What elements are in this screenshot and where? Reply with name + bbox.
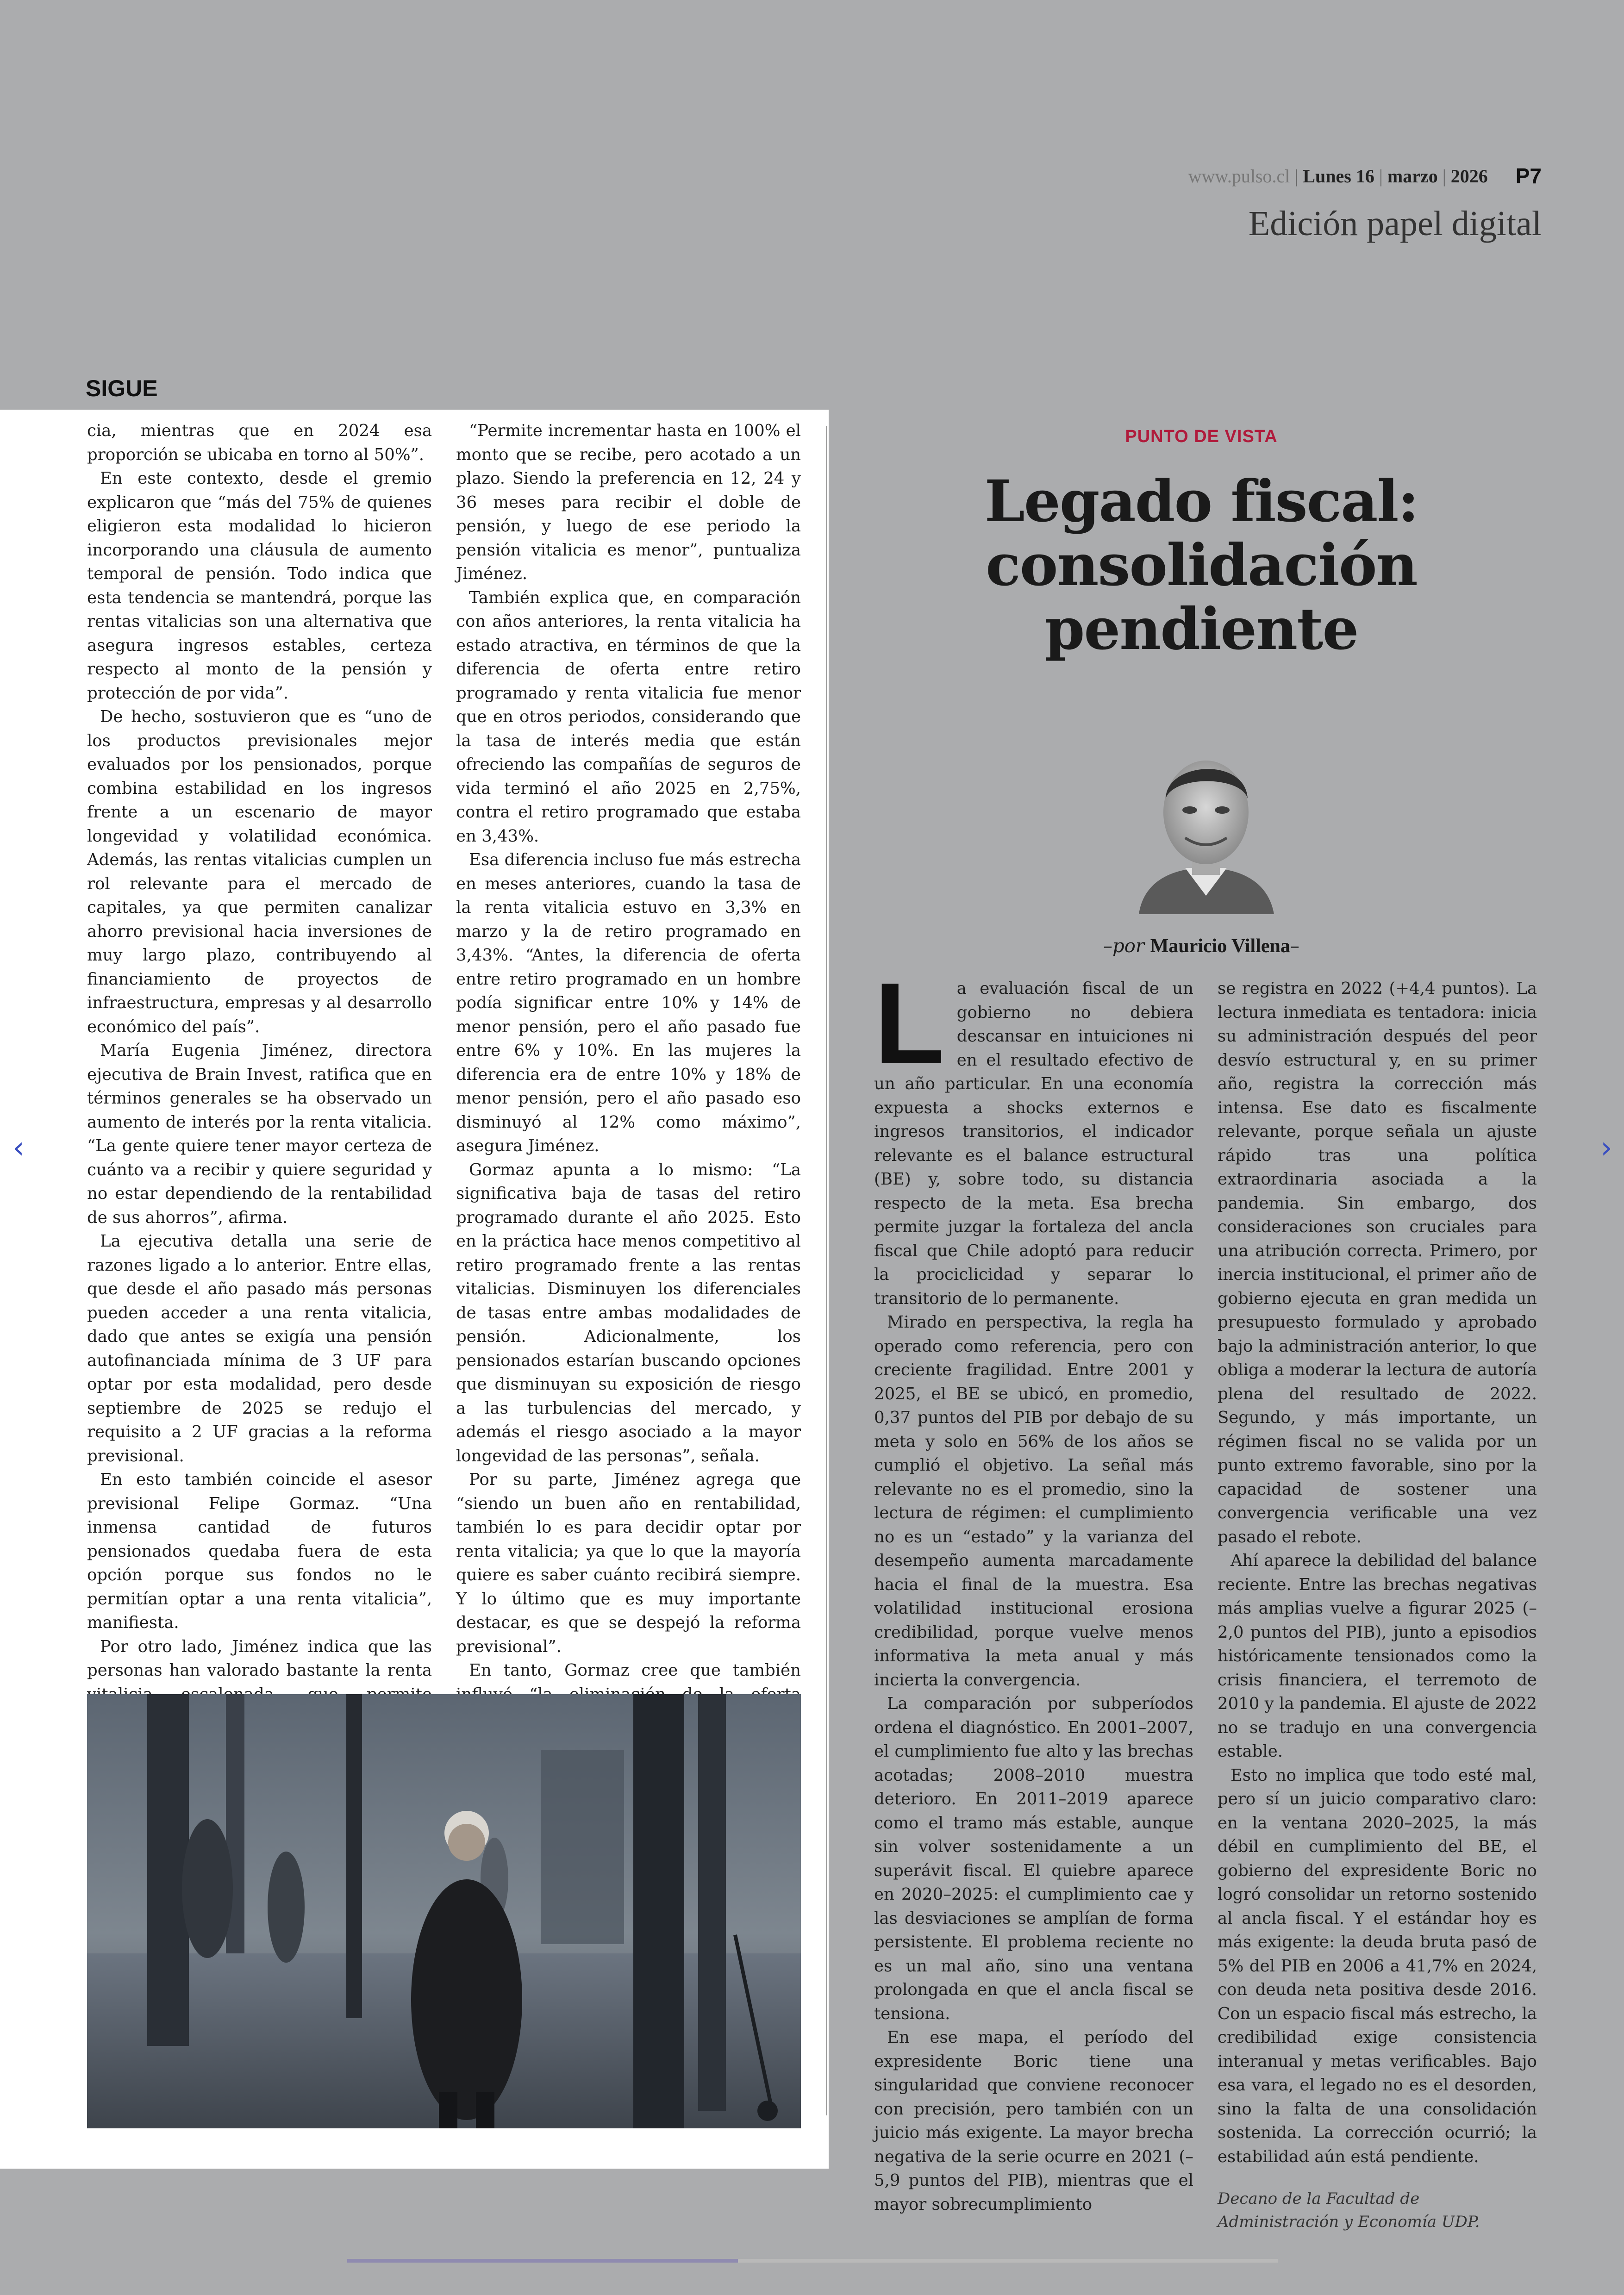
author-name: Mauricio Villena <box>1150 935 1290 957</box>
separator: | <box>1294 165 1299 187</box>
byline-prefix: –por <box>1103 935 1144 957</box>
paragraph: “Permite incrementar hasta en 100% el monto que se recibe, pero acotado a un plazo. Siendo la preferencia en 12, 24 y 36 meses para recibir el doble de pensión, y luego de ese periodo la pensión vitalicia es menor”, puntualiza Jiménez. <box>456 421 801 583</box>
paragraph: En ese mapa, el período del expresidente Boric tiene una singularidad que conviene reconocer con precisión, pero también con un juicio más exigente. La mayor brecha negativa de la serie ocurre en 2021 (–5,9 puntos del PIB), mientras que el mayor sobrecumplimiento <box>874 2028 1193 2214</box>
paragraph: Por otro lado, Jiménez indica que las personas han valorado bastante la renta <box>87 1637 432 1680</box>
paragraph: En esto también coincide el asesor previsional Felipe Gormaz. “Una inmensa cantidad de futuros pensionados quedaba fuera de esta opción porque sus fondos no le permitían optar a una renta vitalicia”, manifiesta. <box>87 1470 432 1632</box>
opinion-byline <box>875 935 1528 957</box>
next-page-chevron-icon[interactable]: › <box>1600 1131 1612 1165</box>
opinion-column-1 <box>874 959 1193 2216</box>
paragraph: También explica que, en comparación con años anteriores, la renta vitalicia ha estado atractiva, en términos de que la diferencia de oferta entre retiro programado y renta vitalicia fue menor que en otros periodos, considerando que la tasa de interés media que están ofreciendo las compañías de seguros de vida terminó el año 2025 en 2,75%, contra el retiro programado que estaba en 3,43%. <box>456 588 801 846</box>
paragraph: Por su parte, Jiménez agrega que “siendo un buen año en rentabilidad, también lo es para decidir optar por renta vitalicia; ya que lo que la mayoría quiere es saber cuánto recibirá siempre. Y lo último que es muy importante destacar, es que se despejó la reforma previsional”. <box>456 1470 801 1656</box>
article-column-2 <box>456 419 801 1849</box>
reading-progress-fill <box>347 2259 738 2263</box>
edition-title: Edición papel digital <box>1248 204 1542 243</box>
headline-line: pendiente <box>1044 596 1358 663</box>
opinion-column-2 <box>1218 977 1537 2233</box>
paragraph: Esto no implica que todo esté mal, pero sí un juicio comparativo claro: en la ventana 2020–2025, la más débil en cumplimiento del BE, el gobierno del expresidente Boric no logró consolidar un retorno sostenido al ancla fiscal. Y el estándar hoy es más exigente: la deuda bruta pasó de 5% del PIB en 2006 a 41,7% en 2024, con deuda neta positiva desde 2016. Con un espacio fiscal más estrecho, la credibilidad exige consistencia interanual y metas verificables. Bajo esa vara, el legado no es el desorden, sino la falta de una consolidación sostenida. La corrección ocurrió; la estabilidad aún está pendiente. <box>1218 1765 1537 2166</box>
column-divider <box>826 426 827 2115</box>
page-number: P7 <box>1515 164 1542 188</box>
article-column-1 <box>87 419 432 1897</box>
drop-cap: L <box>874 959 945 1088</box>
previous-page-chevron-icon[interactable]: ‹ <box>12 1131 25 1165</box>
opinion-headline <box>875 470 1528 661</box>
site-url[interactable]: www.pulso.cl <box>1188 165 1290 187</box>
reading-progress-bar[interactable] <box>347 2259 1278 2263</box>
paragraph-text: En tanto, Gormaz cree que también <box>469 1661 801 1680</box>
section-label-sigue: SIGUE <box>86 375 158 401</box>
paragraph: Esa diferencia incluso fue más estrecha en meses anteriores, cuando la tasa de la renta vitalicia estuvo en 3,3% en marzo y la de retiro programado en 3,43%. “Antes, la diferencia de oferta entre retiro programado en un hombre podía significar entre 10% y 14% de menor pensión, pero el año pasado fue entre 6% y 10%. En las mujeres la diferencia era de entre 10% y 18% de menor pensión, pero el año pasado eso disminuyó al 12% como máximo”, asegura Jiménez. <box>456 850 801 1155</box>
byline-suffix: – <box>1290 935 1299 957</box>
separator: | <box>1442 165 1446 187</box>
page-header-meta <box>1065 163 1542 189</box>
issue-day: Lunes 16 <box>1303 165 1374 187</box>
paragraph: De hecho, sostuvieron que es “uno de los productos previsionales mejor evaluados por los pensionados, porque combina estabilidad en los ingresos frente a un escenario de mayor longevidad y volatilidad económica. Además, las rentas vitalicias cumplen un rol relevante para el mercado de capitales, ya que permiten canalizar ahorro previsional hacia inversiones de muy largo plazo, contribuyendo al financiamiento de proyectos de infraestructura, empresas y al desarrollo económico del país”. <box>87 707 432 1036</box>
separator: | <box>1379 165 1383 187</box>
paragraph-lead <box>874 959 1193 1310</box>
issue-month: marzo <box>1387 165 1438 187</box>
paragraph: La comparación por subperíodos ordena el diagnóstico. En 2001–2007, el cumplimiento fue alto y las brechas acotadas; 2008–2010 muestra deterioro. En 2011–2019 aparece como el tramo más estable, aunque sin volver sostenidamente a un superávit fiscal. El quiebre aparece en 2020–2025: el cumplimiento cae y las desviaciones se amplían de forma persistente. El problema reciente no es un mal año, sino una ventana prolongada en que el ancla fiscal se tensiona. <box>874 1694 1193 2023</box>
paragraph: En este contexto, desde el gremio explicaron que “más del 75% de quienes eligieron esta modalidad lo hicieron incorporando una cláusula de aumento temporal de pensión. Todo indica que esta tendencia se mantendrá, porque las rentas vitalicias son una alternativa que asegura ingresos estables, certeza respecto al monto de la pensión y protección de por vida”. <box>87 469 432 703</box>
paragraph: se registra en 2022 (+4,4 puntos). La lectura inmediata es tentadora: inicia su administración después del peor desvío estructural y, en su primer año, registra la corrección más intensa. Ese dato es fiscalmente relevante, porque señala un ajuste rápido tras una política extraordinaria asociada a la pandemia. Sin embargo, dos consideraciones son cruciales para una atribución correcta. Primero, por inercia institucional, el primer año de gobierno ejecuta en gran medida un presupuesto formulado y aprobado bajo la administración anterior, lo que obliga a moderar la lectura de autoría plena del resultado de 2022. Segundo, y más importante, un régimen fiscal no se valida por un punto extremo favorable, sino por la capacidad de sostener una convergencia verificable una vez pasado el rebote. <box>1218 979 1537 1547</box>
issue-year: 2026 <box>1450 165 1488 187</box>
author-signature: Decano de la Facultad de Administración y Economía UDP. <box>1218 2189 1480 2231</box>
paragraph: María Eugenia Jiménez, directora ejecutiva de Brain Invest, ratifica que en términos generales se ha observado un aumento de interés por la renta vitalicia. “La gente quiere tener mayor certeza de cuánto va a recibir y quiere seguridad y no estar dependiendo de la rentabilidad de sus ahorros”, afirma. <box>87 1041 432 1227</box>
paragraph: La ejecutiva detalla una serie de razones ligado a lo anterior. Entre ellas, que desde el año pasado más personas pueden acceder a una renta vitalicia, dado que antes se exigía una pensión autofinanciada mínima de 3 UF para optar por esta modalidad, pero desde septiembre de 2025 se redujo el requisito a 2 UF gracias a la reforma previsional. <box>87 1232 432 1466</box>
article-photo <box>87 1694 801 2128</box>
paragraph-text: a evaluación fiscal de un gobierno no debiera descansar en intuiciones ni en el resultado efectivo de un año particular. En una economía expuesta a shocks externos e ingresos transitorios, el indicador relevante es el balance estructural (BE) y, sobre todo, su distancia respecto de la meta. Esa brecha permite juzgar la fortaleza del ancla fiscal que Chile adoptó para reducir la prociclicidad y separar lo transitorio de lo permanente. <box>874 979 1193 1308</box>
paragraph: Mirado en perspectiva, la regla ha operado como referencia, pero con creciente fragilidad. Entre 2001 y 2025, el BE se ubicó, en promedio, 0,37 puntos del PIB por debajo de su meta y solo en 56% de los años se cumplió el objetivo. La señal más relevante no es el promedio, sino la lectura de régimen: el cumplimiento no es un “estado” y la varianza del desempeño aumenta marcadamente hacia el final de la muestra. Esa volatilidad institucional erosiona credibilidad, porque vuelve menos informativa la meta anual y más incierta la convergencia. <box>874 1313 1193 1690</box>
paragraph: Gormaz apunta a lo mismo: “La significativa baja de tasas del retiro programado durante el año 2025. Esto en la práctica hace menos competitivo al retiro programado frente a las rentas vitalicias. Disminuyen los diferenciales de tasas entre ambas modalidades de pensión. Adicionalmente, los pensionados estarían buscando opciones que disminuyan su exposición de riesgo a las turbulencias del mercado, y además el riesgo asociado a la mayor longevidad de las personas”, señala. <box>456 1160 801 1466</box>
headline-line: consolidación <box>986 532 1417 599</box>
paragraph: cia, mientras que en 2024 esa proporción se ubicaba en torno al 50%”. <box>87 421 432 464</box>
opinion-kicker: PUNTO DE VISTA <box>1125 427 1278 446</box>
author-portrait <box>1130 743 1282 914</box>
headline-line: Legado fiscal: <box>984 468 1418 535</box>
paragraph: Ahí aparece la debilidad del balance reciente. Entre las brechas negativas más amplias vuelve a figurar 2025 (–2,0 puntos del PIB), junto a episodios históricamente tensionados como la crisis financiera, el terremoto de 2010 y la pandemia. El ajuste de 2022 no se tradujo en una convergencia estable. <box>1218 1551 1537 1761</box>
